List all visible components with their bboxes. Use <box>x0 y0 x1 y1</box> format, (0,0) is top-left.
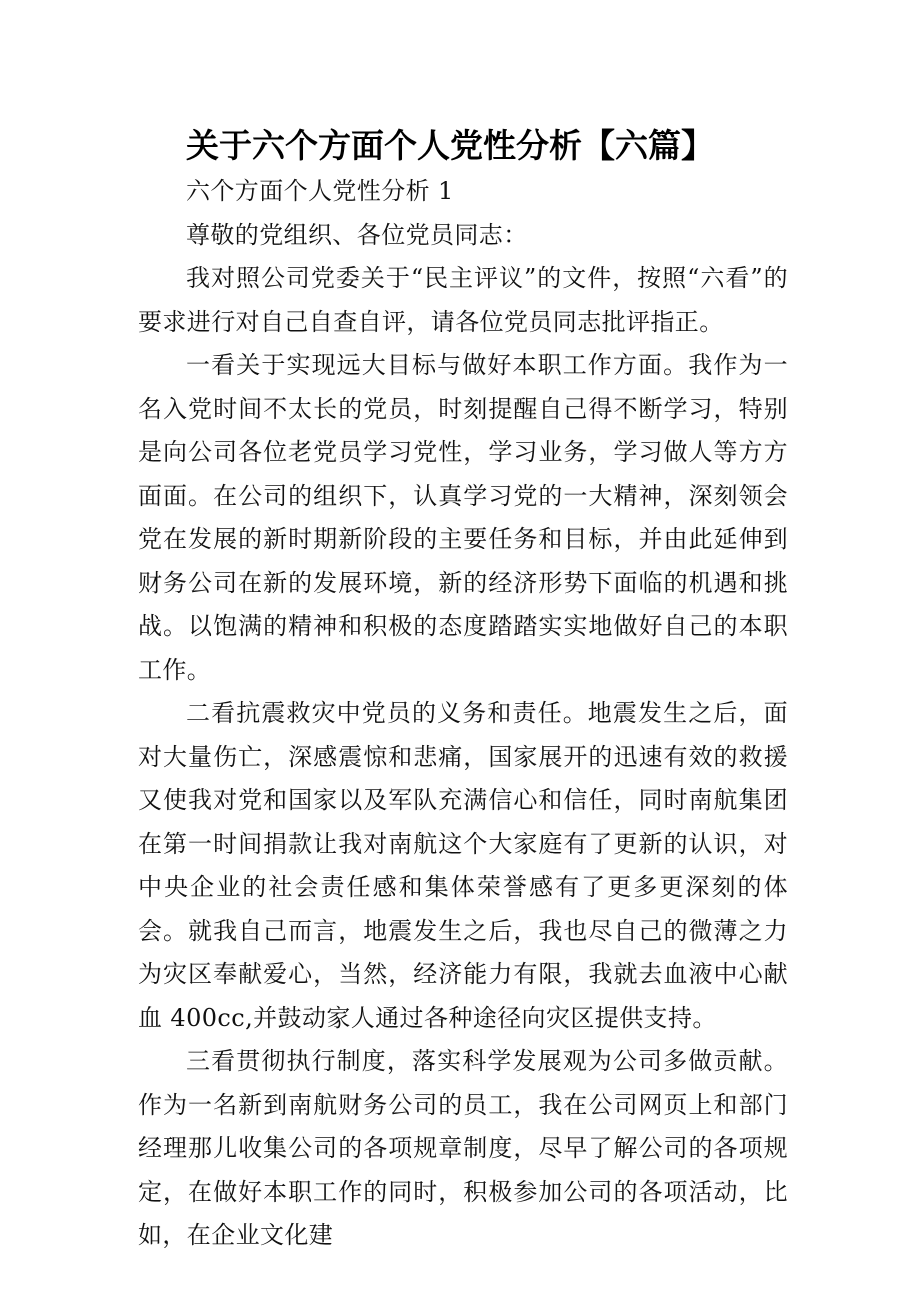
paragraph-first-point: 一看关于实现远大目标与做好本职工作方面。我作为一名入党时间不太长的党员，时刻提醒自己得不断学习，特别是向公司各位老党员学习党性，学习业务，学习做人等方方面面。在公司的组织下，认真学习党的一大精神，深刻领会党在发展的新时期新阶段的主要任务和目标，并由此延伸到财务公司在新的发展环境，新的经济形势下面临的机遇和挑战。以饱满的精神和积极的态度踏踏实实地做好自己的本职工作。 <box>138 351 788 684</box>
paragraph-intro: 我对照公司党委关于“民主评议”的文件，按照“六看”的要求进行对自己自查自评，请各位党员同志批评指正。 <box>138 264 788 336</box>
salutation: 尊敬的党组织、各位党员同志： <box>186 220 528 249</box>
section-heading: 六个方面个人党性分析 1 <box>186 177 454 205</box>
paragraph-second-point: 二看抗震救灾中党员的义务和责任。地震发生之后，面对大量伤亡，深感震惊和悲痛，国家展开的迅速有效的救援又使我对党和国家以及军队充满信心和信任，同时南航集团在第一时间捐款让我对南航这个大家庭有了更新的认识，对中央企业的社会责任感和集体荣誉感有了更多更深刻的体会。就我自己而言，地震发生之后，我也尽自己的微薄之力为灾区奉献爱心，当然，经济能力有限，我就去血液中心献血 400cc,并鼓动家人通过各种途径向灾区提供支持。 <box>138 699 788 1032</box>
document-title: 关于六个方面个人党性分析【六篇】 <box>186 126 714 165</box>
document-body <box>138 170 788 1258</box>
paragraph-third-point: 三看贯彻执行制度，落实科学发展观为公司多做贡献。作为一名新到南航财务公司的员工，我在公司网页上和部门经理那儿收集公司的各项规章制度，尽早了解公司的各项规定，在做好本职工作的同时，积极参加公司的各项活动，比如，在企业文化建 <box>138 1047 788 1249</box>
